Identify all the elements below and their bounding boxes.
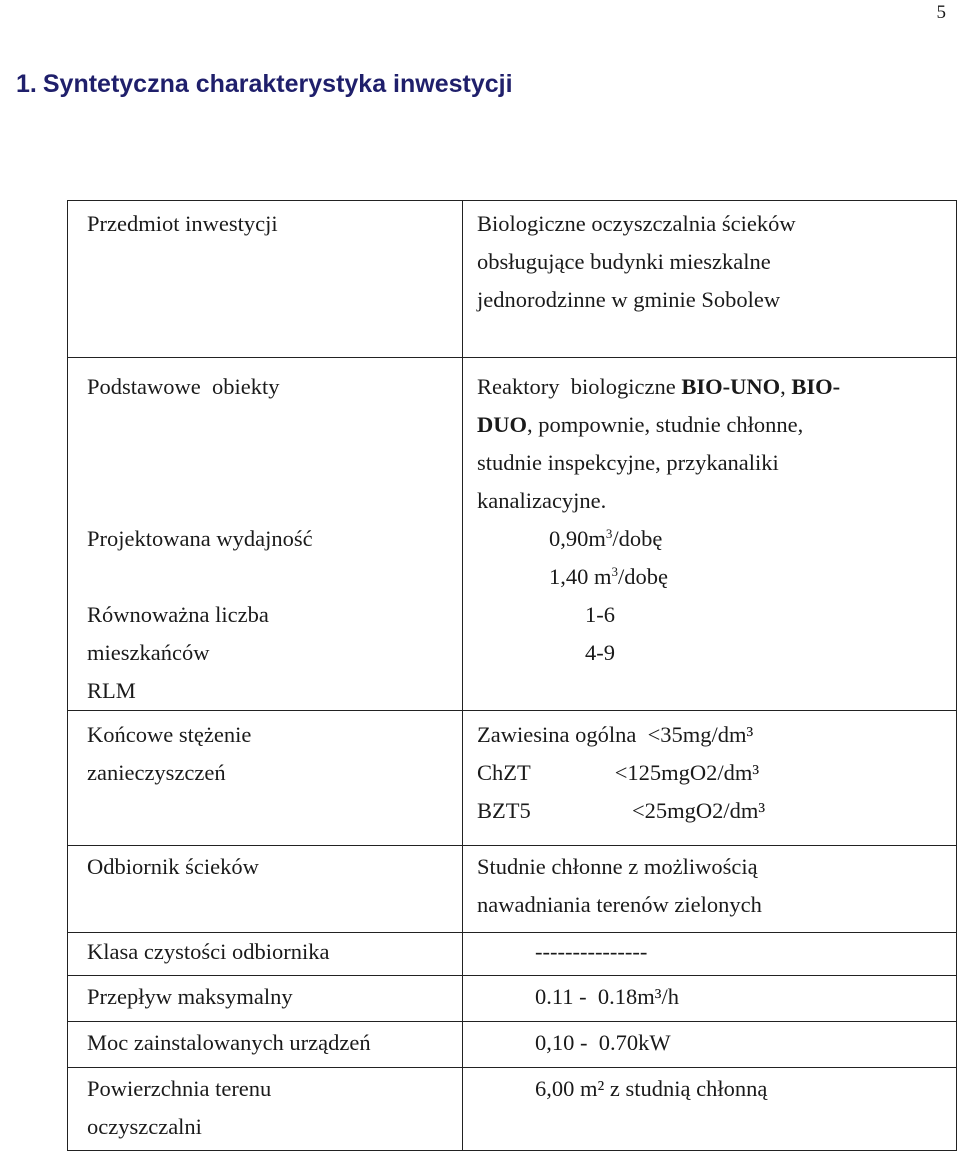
- value-text: /dobę: [612, 526, 663, 551]
- label-cell: [68, 933, 463, 976]
- value-line: 6,00 m² z studnią chłonną: [535, 1076, 768, 1101]
- value-line: ChZT <125mgO2/dm³: [477, 760, 760, 785]
- row-label: Powierzchnia terenu: [87, 1076, 272, 1101]
- rlm-value: 4-9: [585, 640, 615, 665]
- row-label: Moc zainstalowanych urządzeń: [87, 1030, 371, 1055]
- value-line: BZT5 <25mgO2/dm³: [477, 798, 766, 823]
- value-text: 0,90m: [549, 526, 606, 551]
- value-line: studnie inspekcyjne, przykanaliki: [477, 450, 779, 475]
- row-label: Klasa czystości odbiornika: [87, 939, 330, 964]
- row-label: Podstawowe obiekty: [87, 374, 280, 399]
- label-cell: [68, 201, 463, 358]
- value-line: 0,10 - 0.70kW: [535, 1030, 671, 1055]
- table-row-stezenie: [68, 711, 957, 846]
- value-cell: [463, 1022, 957, 1068]
- section-title: Syntetyczna charakterystyka inwestycji: [42, 70, 513, 98]
- value-line: jednorodzinne w gminie Sobolew: [477, 287, 781, 312]
- row-label: Przepływ maksymalny: [87, 984, 293, 1009]
- table-row-przeplyw: [68, 976, 957, 1022]
- investment-summary-table: [67, 200, 957, 1151]
- value-cell: [463, 201, 957, 358]
- value-text: Reaktory biologiczne: [477, 374, 682, 399]
- row-label: Przedmiot inwestycji: [87, 211, 278, 236]
- value-cell: [463, 358, 957, 711]
- value-line: Studnie chłonne z możliwością: [477, 854, 758, 879]
- table-row-powierzchnia: [68, 1068, 957, 1151]
- value-cell: [463, 933, 957, 976]
- product-bio-duo-cont: DUO: [477, 412, 527, 437]
- value-line: 0.11 - 0.18m³/h: [535, 984, 680, 1009]
- value-line: kanalizacyjne.: [477, 488, 607, 513]
- row-label: Końcowe stężenie: [87, 722, 252, 747]
- capacity-value: [477, 558, 956, 596]
- label-cell: [68, 976, 463, 1022]
- section-heading: [10, 70, 513, 99]
- value-line: nawadniania terenów zielonych: [477, 892, 762, 917]
- row-label: zanieczyszczeń: [87, 760, 226, 785]
- value-cell: [463, 846, 957, 933]
- table-row-obiekty: [68, 358, 957, 711]
- row-label: Projektowana wydajność: [87, 526, 313, 551]
- label-cell: [68, 358, 463, 711]
- superscript: 3: [611, 564, 619, 579]
- value-line: obsługujące budynki mieszkalne: [477, 249, 771, 274]
- capacity-value: [477, 520, 956, 558]
- value-line: [477, 368, 956, 406]
- value-cell: [463, 711, 957, 846]
- row-label: RLM: [87, 678, 136, 703]
- value-text: /dobę: [618, 564, 669, 589]
- product-bio-duo: BIO-: [791, 374, 841, 399]
- value-cell: [463, 976, 957, 1022]
- table-row-przedmiot: [68, 201, 957, 358]
- row-label: Odbiornik ścieków: [87, 854, 259, 879]
- value-cell: [463, 1068, 957, 1151]
- value-text: 1,40 m: [549, 564, 612, 589]
- table-row-odbiornik: [68, 846, 957, 933]
- value-line: [477, 406, 956, 444]
- row-label: mieszkańców: [87, 640, 210, 665]
- page-number: 5: [936, 2, 946, 23]
- table-row-moc: [68, 1022, 957, 1068]
- value-line: ---------------: [535, 939, 648, 964]
- label-cell: [68, 1022, 463, 1068]
- value-text: , pompownie, studnie chłonne,: [527, 412, 804, 437]
- label-cell: [68, 1068, 463, 1151]
- product-bio-uno: BIO-UNO: [681, 374, 781, 399]
- row-label: oczyszczalni: [87, 1114, 202, 1139]
- label-cell: [68, 711, 463, 846]
- rlm-value: 1-6: [585, 602, 615, 627]
- superscript: 3: [605, 526, 613, 541]
- value-line: Biologiczne oczyszczalnia ścieków: [477, 211, 796, 236]
- label-cell: [68, 846, 463, 933]
- value-line: Zawiesina ogólna <35mg/dm³: [477, 722, 754, 747]
- value-text: ,: [780, 374, 792, 399]
- section-number: 1.: [16, 70, 37, 98]
- row-label: Równoważna liczba: [87, 602, 269, 627]
- table-row-klasa: [68, 933, 957, 976]
